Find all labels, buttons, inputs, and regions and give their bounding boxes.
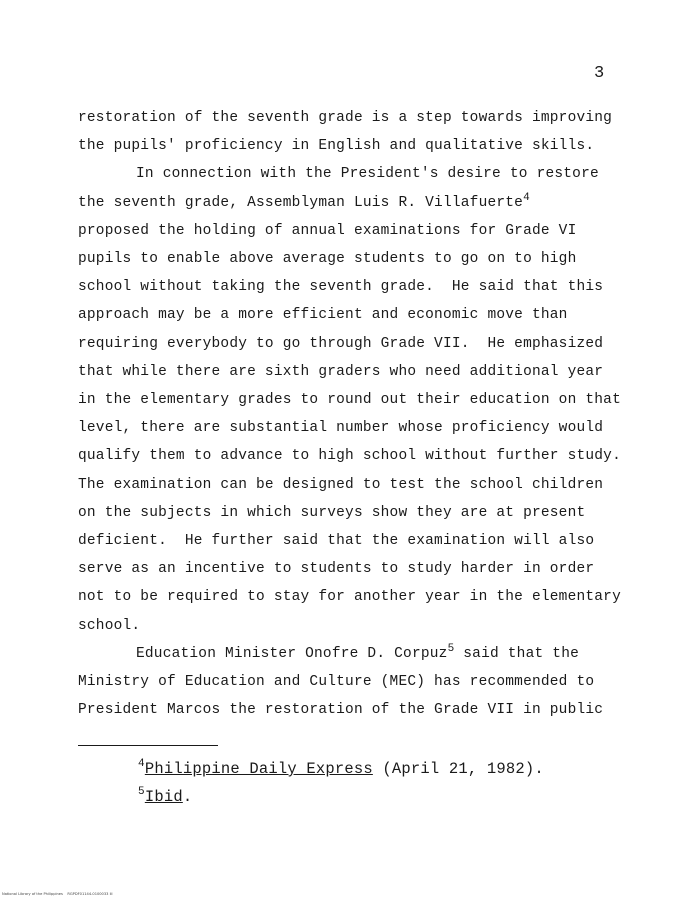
- text-line: serve as an incentive to students to study harder in order: [78, 561, 595, 578]
- page-number: 3: [594, 64, 605, 83]
- text-line: on the subjects in which surveys show they are at present: [78, 504, 586, 521]
- footnote-source: Ibid: [144, 788, 183, 806]
- footnotes: [138, 755, 544, 811]
- footnote-marker: 5: [138, 786, 145, 798]
- text-segment: the seventh grade, Assemblyman Luis R. Villafuerte: [78, 194, 524, 211]
- text-line: [78, 189, 623, 217]
- text-line: approach may be a more efficient and economic move than: [78, 307, 568, 324]
- text-segment: said that the: [454, 645, 579, 662]
- text-line: The examination can be designed to test the school children: [78, 476, 604, 493]
- text-line: In connection with the President's desire to restore: [136, 166, 599, 183]
- text-line: Ministry of Education and Culture (MEC) has recommended to: [78, 674, 595, 691]
- text-line: President Marcos the restoration of the Grade VII in public: [78, 702, 604, 719]
- footnote-ref-5: 5: [447, 642, 455, 655]
- archive-footer: National Library of the Philippines RGPDF01144-0100033 lil: [2, 892, 113, 896]
- text-line: school.: [78, 617, 141, 634]
- footnote-5: [138, 783, 544, 811]
- text-line: level, there are substantial number whose proficiency would: [78, 420, 604, 437]
- footnote-ref-4: 4: [523, 191, 530, 204]
- text-segment: Education Minister Onofre D. Corpuz: [136, 645, 448, 662]
- body-text: [78, 104, 623, 724]
- text-line: qualify them to advance to high school without further study.: [78, 448, 621, 465]
- text-line: [78, 640, 623, 668]
- footnote-detail: .: [182, 788, 193, 806]
- footnote-detail: (April 21, 1982).: [372, 760, 544, 778]
- text-line: requiring everybody to go through Grade VII. He emphasized: [78, 335, 604, 352]
- text-line: proposed the holding of annual examinations for Grade VI: [78, 222, 577, 239]
- text-line: school without taking the seventh grade. He said that this: [78, 279, 604, 296]
- footnote-4: [138, 755, 544, 783]
- footnote-divider: [78, 745, 218, 746]
- text-line: pupils to enable above average students to go on to high: [78, 251, 577, 268]
- text-line: that while there are sixth graders who need additional year: [78, 363, 604, 380]
- footnote-marker: 4: [138, 758, 145, 770]
- text-line: restoration of the seventh grade is a step towards improving: [78, 110, 613, 126]
- text-line: in the elementary grades to round out their education on that: [78, 392, 621, 409]
- text-line: the pupils' proficiency in English and qualitative skills.: [78, 138, 595, 155]
- text-line: deficient. He further said that the examination will also: [78, 533, 595, 550]
- text-line: not to be required to stay for another year in the elementary: [78, 589, 621, 606]
- footnote-source: Philippine Daily Express: [144, 760, 373, 778]
